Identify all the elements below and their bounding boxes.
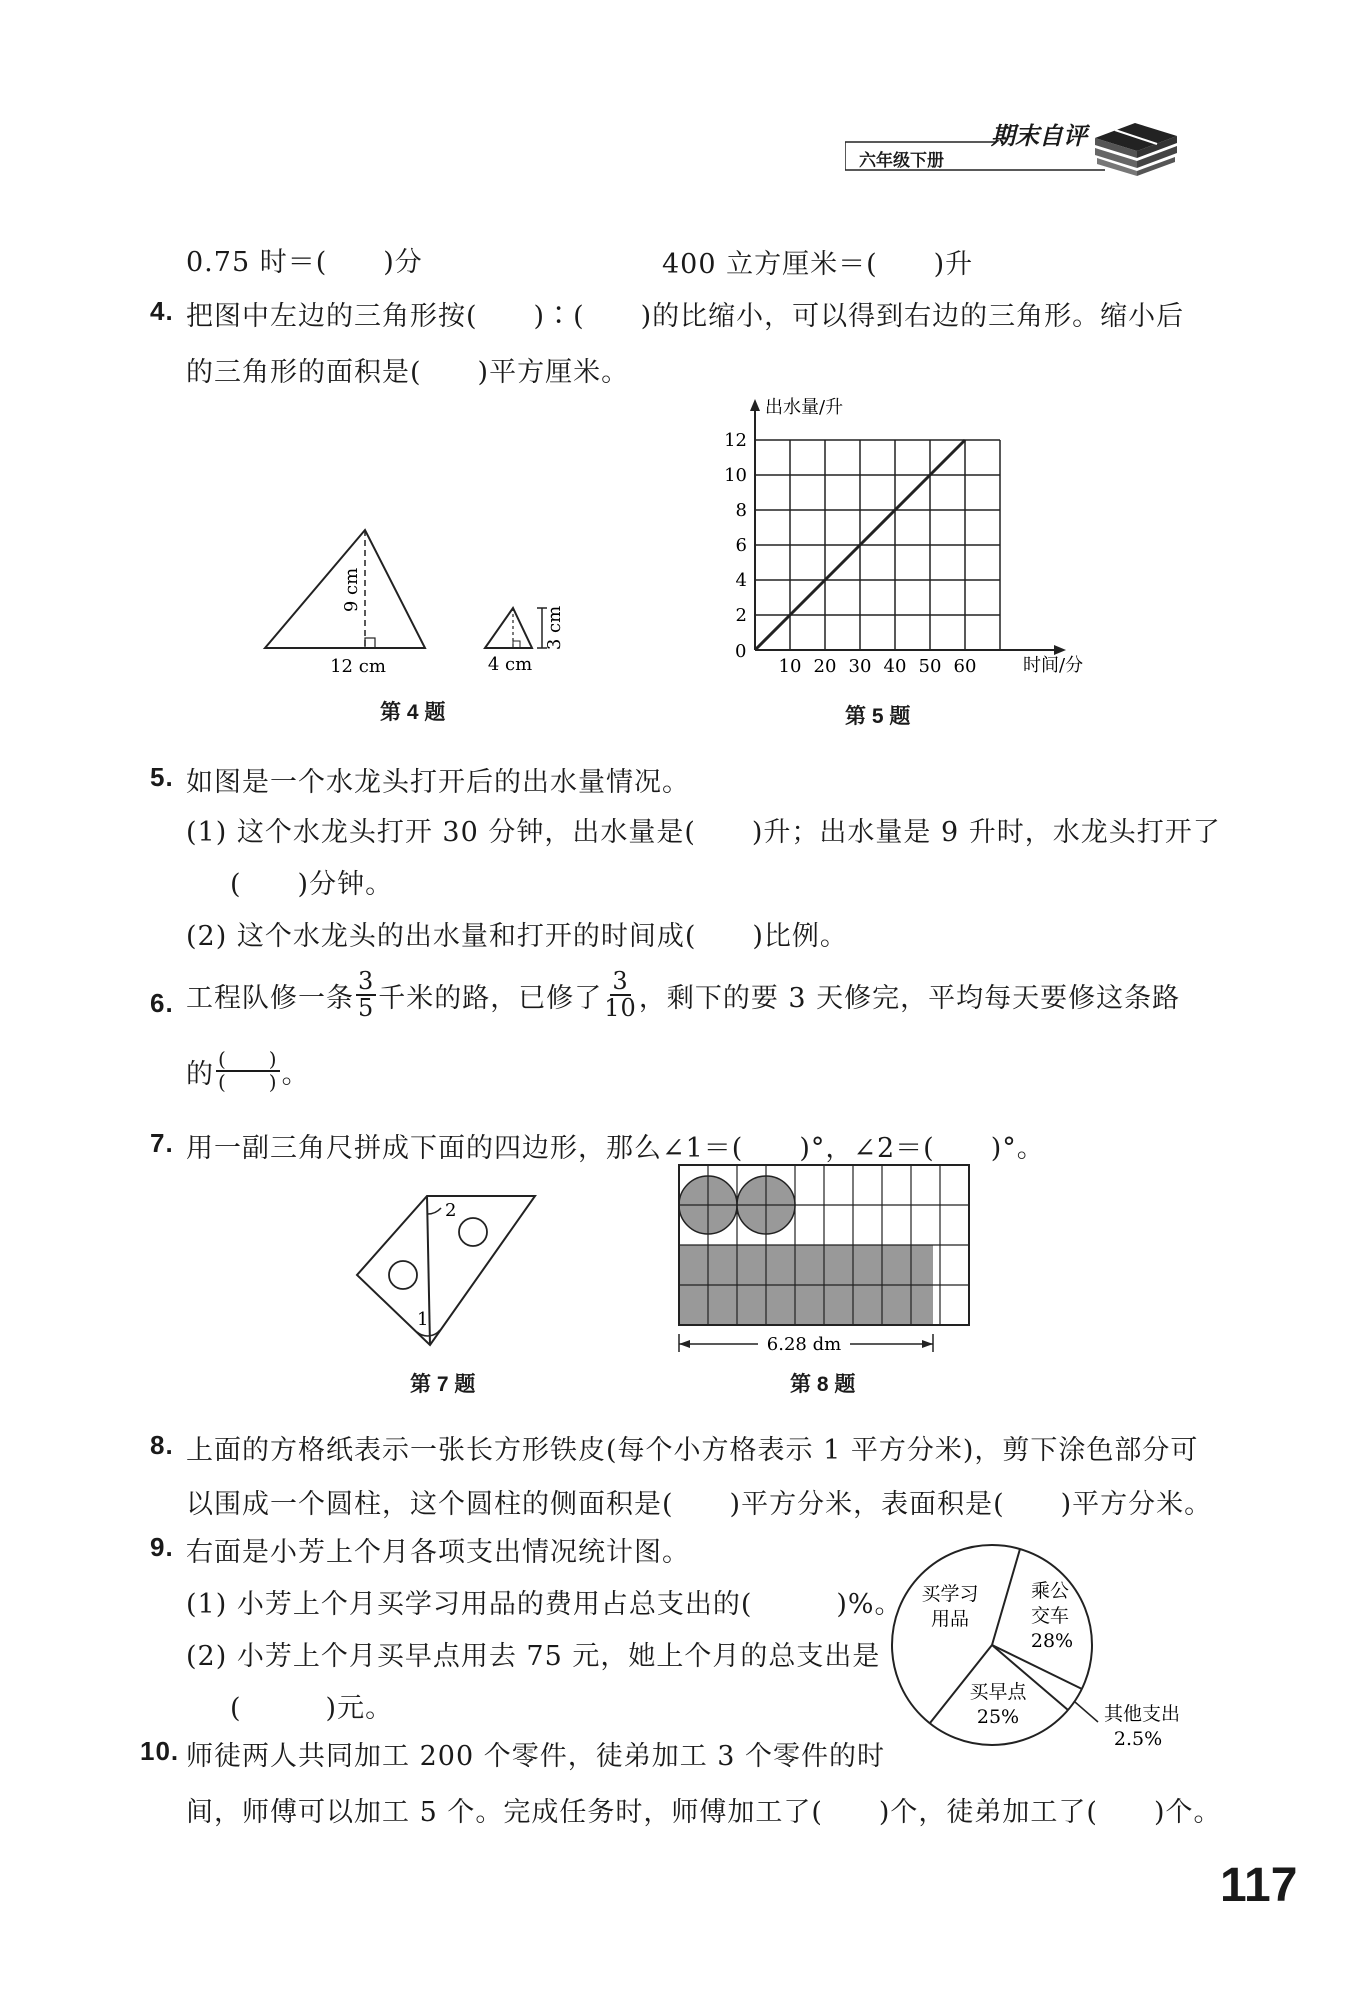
angle-1-label: 1 <box>417 1309 429 1330</box>
chart-origin-label: 0 <box>735 641 747 662</box>
question-number-5: 5. <box>150 762 174 792</box>
q9-pie-chart <box>880 1540 1210 1755</box>
y-tick-label: 6 <box>735 535 747 556</box>
question-number-6: 6. <box>150 988 174 1018</box>
books-icon <box>1085 118 1185 178</box>
caption-q7: 第 7 题 <box>410 1373 476 1396</box>
q6-text-e: 。 <box>281 1058 310 1090</box>
q4-triangles-figure <box>260 520 580 680</box>
chart-axes <box>750 399 1066 655</box>
x-tick-label: 30 <box>848 656 872 677</box>
fraction-three-tenths: $\frac{3}{10}$ <box>604 966 637 1022</box>
small-height-label: 3 cm <box>544 605 565 651</box>
q7-quadrilateral-figure <box>355 1190 555 1360</box>
question-number-9: 9. <box>150 1532 174 1562</box>
chart-ylabel: 出水量/升 <box>765 397 844 418</box>
q6-text-d: 的 <box>186 1058 214 1090</box>
q6-text-a: 工程队修一条 <box>186 982 354 1014</box>
q5-line-chart <box>715 395 1095 695</box>
question-number-8: 8. <box>150 1430 174 1460</box>
q10-text-line1: 师徒两人共同加工 200 个零件，徒弟加工 3 个零件的时 <box>186 1741 886 1772</box>
caption-q4: 第 4 题 <box>380 701 446 724</box>
section-title: 期末自评 <box>991 123 1087 150</box>
q7-text: 用一副三角尺拼成下面的四边形，那么∠1＝( )°，∠2＝( )°。 <box>186 1133 1045 1164</box>
y-tick-label: 2 <box>735 605 747 626</box>
fraction-three-fifths: $\frac{3}{5}$ <box>358 966 375 1022</box>
q8-text-line1: 上面的方格纸表示一张长方形铁皮(每个小方格表示 1 平方分米)，剪下涂色部分可 <box>186 1435 1199 1466</box>
chart-xlabel: 时间/分 <box>1023 655 1084 676</box>
q4-text-line2: 的三角形的面积是( )平方厘米。 <box>186 357 630 388</box>
angle-2-label: 2 <box>445 1200 457 1221</box>
q9-part2-line1: (2) 小芳上个月买早点用去 75 元，她上个月的总支出是 <box>186 1641 881 1672</box>
question-number-10: 10. <box>140 1736 180 1766</box>
q9-stem: 右面是小芳上个月各项支出情况统计图。 <box>186 1537 690 1568</box>
pie-label-study-supplies-2: 用品 <box>930 1608 970 1630</box>
caption-q8: 第 8 题 <box>790 1373 856 1396</box>
pie-label-other-1: 其他支出 <box>1103 1703 1181 1725</box>
q10-text-line2: 间，师傅可以加工 5 个。完成任务时，师傅加工了( )个，徒弟加工了( )个。 <box>186 1797 1222 1828</box>
x-tick-label: 60 <box>953 656 977 677</box>
y-tick-label: 10 <box>724 465 747 486</box>
x-tick-label: 50 <box>918 656 942 677</box>
pie-label-bus-2: 交车 <box>1030 1605 1070 1627</box>
pie-label-bus-pct: 28% <box>1030 1630 1074 1652</box>
q4-text-line1: 把图中左边的三角形按( )∶( )的比缩小，可以得到右边的三角形。缩小后 <box>186 301 1185 332</box>
q6-text-b: 千米的路，已修了 <box>378 982 603 1014</box>
q8-text-line2: 以围成一个圆柱，这个圆柱的侧面积是( )平方分米，表面积是( )平方分米。 <box>186 1489 1213 1520</box>
x-tick-label: 40 <box>883 656 907 677</box>
conversion-cm3-liters: 400 立方厘米＝( )升 <box>662 249 974 280</box>
q5-stem: 如图是一个水龙头打开后的出水量情况。 <box>186 767 690 798</box>
x-tick-label: 10 <box>778 656 802 677</box>
big-height-label: 9 cm <box>341 567 362 613</box>
fraction-blank-answer: $\frac{( )}{( )}$ <box>218 1047 278 1094</box>
page-number: 117 <box>1220 1859 1298 1912</box>
question-number-4: 4. <box>150 296 174 326</box>
q6-text-c: ，剩下的要 3 天修完，平均每天要修这条路 <box>638 982 1181 1014</box>
pie-label-other-pct: 2.5% <box>1113 1728 1163 1750</box>
y-axis-arrow <box>750 399 760 411</box>
x-axis-arrow <box>1054 645 1066 655</box>
q9-part2-line2: ( )元。 <box>230 1693 394 1724</box>
pie-label-bus-1: 乘公 <box>1030 1580 1070 1602</box>
conversion-hours-minutes: 0.75 时＝( )分 <box>186 247 423 278</box>
caption-q5: 第 5 题 <box>845 705 911 728</box>
pie-label-breakfast-1: 买早点 <box>969 1681 1027 1703</box>
x-tick-label: 20 <box>813 656 837 677</box>
chart-grid <box>755 440 1000 650</box>
q6-line1 <box>186 965 1180 1025</box>
grade-label: 六年级下册 <box>859 151 944 170</box>
y-tick-label: 12 <box>724 430 747 451</box>
question-number-7: 7. <box>150 1128 174 1158</box>
big-base-label: 12 cm <box>330 656 386 677</box>
q5-part2: (2) 这个水龙头的出水量和打开的时间成( )比例。 <box>186 921 848 952</box>
pie-label-study-supplies-1: 买学习 <box>921 1583 979 1605</box>
y-tick-label: 4 <box>735 570 747 591</box>
q8-dimension-line <box>670 1330 980 1360</box>
q9-part1: (1) 小芳上个月买学习用品的费用占总支出的( )%。 <box>186 1589 903 1620</box>
pie-label-breakfast-pct: 25% <box>976 1706 1020 1728</box>
y-tick-label: 8 <box>735 500 747 521</box>
q5-part1-line1: (1) 这个水龙头打开 30 分钟，出水量是( )升；出水量是 9 升时，水龙头打开了 <box>186 817 1221 848</box>
small-base-label: 4 cm <box>487 654 533 675</box>
pie-divider-1 <box>992 1549 1020 1645</box>
page-header <box>845 118 1185 178</box>
q8-dimension-label: 6.28 dm <box>766 1334 842 1355</box>
q5-part1-line2: ( )分钟。 <box>230 869 394 900</box>
q6-line2 <box>186 1040 310 1102</box>
